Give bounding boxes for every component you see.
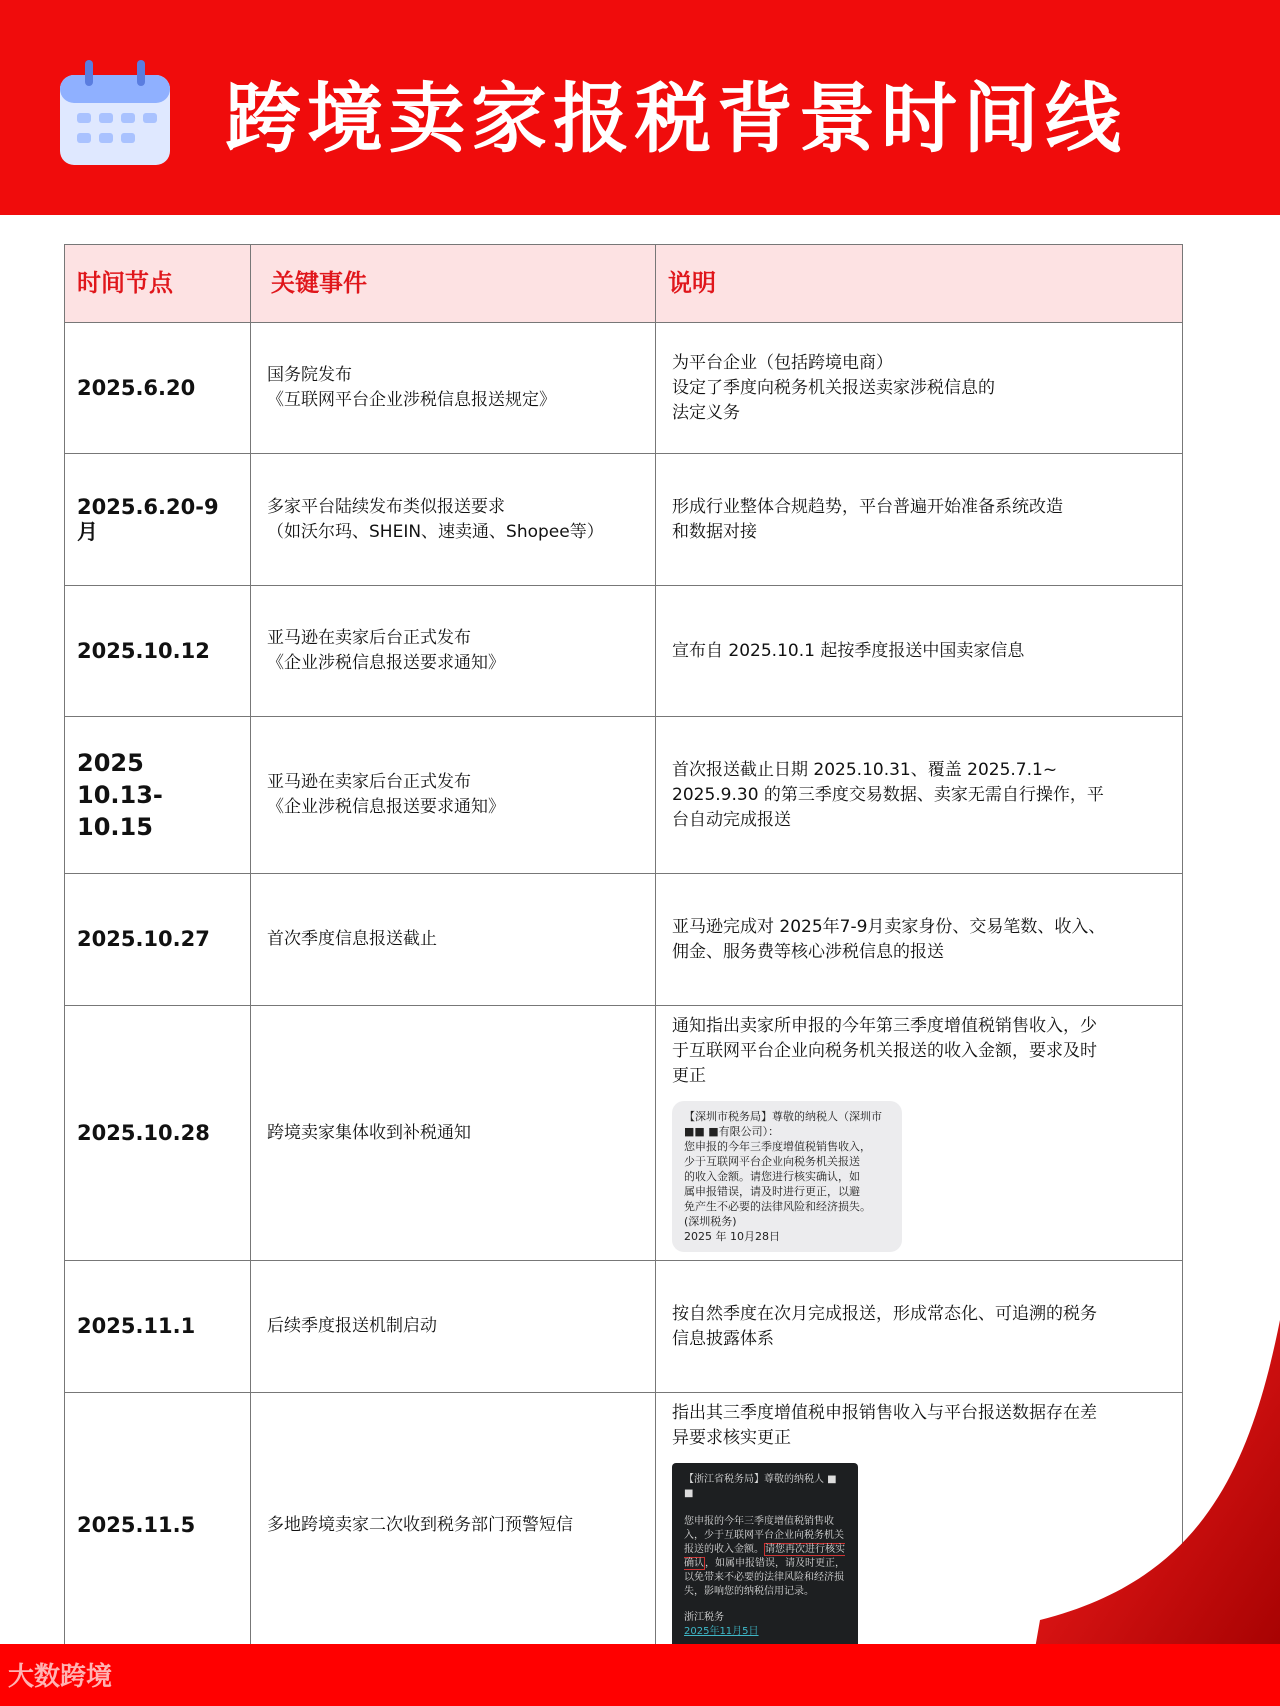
row-desc [656,454,1183,586]
table-row [65,323,1183,454]
table-row [65,717,1183,874]
row-date: 2025.10.27 [65,874,251,1006]
event-line: 首次季度信息报送截止 [267,929,437,949]
event-line: 《企业涉税信息报送要求通知》 [267,797,505,817]
sms-line: 免产生不必要的法律风险和经济损失。 [684,1200,871,1213]
row-event [251,454,656,586]
row-date: 2025.6.20 [65,323,251,454]
desc-line: 佣金、服务费等核心涉税信息的报送 [672,941,944,962]
desc-line: 通知指出卖家所申报的今年第三季度增值税销售收入，少 [672,1016,1097,1036]
sms-text: ，如属申报错误，请及时更正，以免带来不必要的法律风险和经济损失，影响您的纳税信用记录。 [684,1558,845,1597]
sms-sign: 浙江税务 [684,1612,724,1623]
title-banner [0,0,1280,215]
footer-bar [0,1644,1280,1706]
desc-line: 形成行业整体合规趋势，平台普遍开始准备系统改造 [672,496,1063,517]
row-desc [656,717,1183,874]
sms-date-link[interactable]: 2025年11月5日 [684,1626,759,1637]
desc-line: 2025.9.30 的第三季度交易数据、卖家无需自行操作，平 [672,784,1104,805]
event-line: 后续季度报送机制启动 [267,1316,437,1336]
sms-screenshot-zhejiang [672,1463,858,1649]
event-line: 《互联网平台企业涉税信息报送规定》 [267,390,556,410]
page-title: 跨境卖家报税背景时间线 [225,74,1127,163]
row-date: 2025.11.1 [65,1261,251,1393]
desc-line: 为平台企业（包括跨境电商） [672,352,893,373]
desc-line: 更正 [672,1066,706,1086]
desc-line: 首次报送截止日期 2025.10.31、覆盖 2025.7.1~ [672,759,1058,780]
table-row [65,586,1183,717]
event-line: 国务院发布 [267,365,352,385]
row-desc [656,874,1183,1006]
row-event [251,323,656,454]
sms-line: 2025 年 10月28日 [684,1230,780,1243]
sms-head: 【浙江省税务局】尊敬的纳税人 ■ ■ [684,1474,837,1499]
table-row [65,1006,1183,1261]
sms-line: 您申报的今年三季度增值税销售收入， [684,1140,871,1153]
row-desc [656,1006,1183,1261]
row-date: 2025.11.5 [65,1393,251,1658]
event-line: 多家平台陆续发布类似报送要求 [267,496,505,517]
desc-line: 和数据对接 [672,521,757,542]
header-desc: 说明 [656,245,1183,323]
row-event [251,1261,656,1393]
row-desc [656,586,1183,717]
event-line: 亚马逊在卖家后台正式发布 [267,628,471,648]
row-event [251,586,656,717]
sms-line: 的收入金额。请您进行核实确认，如 [684,1170,860,1183]
calendar-icon [55,55,185,170]
header-time: 时间节点 [65,245,251,323]
desc-line: 亚马逊完成对 2025年7-9月卖家身份、交易笔数、收入、 [672,916,1106,937]
sms-body [684,1515,846,1599]
row-date: 2025 10.13-10.15 [65,717,251,874]
event-line: （如沃尔玛、SHEIN、速卖通、Shopee等） [267,521,604,542]
header-event: 关键事件 [251,245,656,323]
sms-line: 属申报错误，请及时进行更正，以避 [684,1185,860,1198]
brand-logo: 大数跨境 [8,1662,113,1692]
desc-line: 异要求核实更正 [672,1428,791,1448]
row-event [251,1006,656,1261]
desc-line: 台自动完成报送 [672,809,791,830]
table-row [65,874,1183,1006]
desc-line: 设定了季度向税务机关报送卖家涉税信息的 [672,377,995,398]
sms-line: 【深圳市税务局】尊敬的纳税人（深圳市 [684,1110,882,1123]
row-desc [656,323,1183,454]
sms-line: (深圳税务) [684,1215,737,1228]
row-date: 2025.10.12 [65,586,251,717]
row-date: 2025.6.20-9月 [65,454,251,586]
table-row [65,454,1183,586]
row-event [251,874,656,1006]
desc-line: 指出其三季度增值税申报销售收入与平台报送数据存在差 [672,1403,1097,1423]
desc-line: 法定义务 [672,402,740,423]
row-event [251,717,656,874]
row-event [251,1393,656,1658]
event-line: 亚马逊在卖家后台正式发布 [267,772,471,792]
sms-line: 少于互联网平台企业向税务机关报送 [684,1155,860,1168]
desc-line: 宣布自 2025.10.1 起按季度报送中国卖家信息 [672,640,1025,661]
sms-text: 您申报的今年三季度增值税销售收入，少于互联网平台企业向税务机关报送的收入金额。 [684,1516,844,1555]
event-line: 多地跨境卖家二次收到税务部门预警短信 [267,1514,573,1535]
row-date: 2025.10.28 [65,1006,251,1261]
event-line: 跨境卖家集体收到补税通知 [267,1122,471,1143]
sms-highlight: 请您再次进行核实确认 [684,1544,845,1569]
event-line: 《企业涉税信息报送要求通知》 [267,653,505,673]
desc-line: 按自然季度在次月完成报送，形成常态化、可追溯的税务 [672,1303,1097,1324]
desc-line: 于互联网平台企业向税务机关报送的收入金额，要求及时 [672,1041,1097,1061]
desc-line: 信息披露体系 [672,1328,774,1349]
sms-line: ■■ ■有限公司）： [684,1125,780,1138]
sms-screenshot-shenzhen [672,1101,902,1252]
